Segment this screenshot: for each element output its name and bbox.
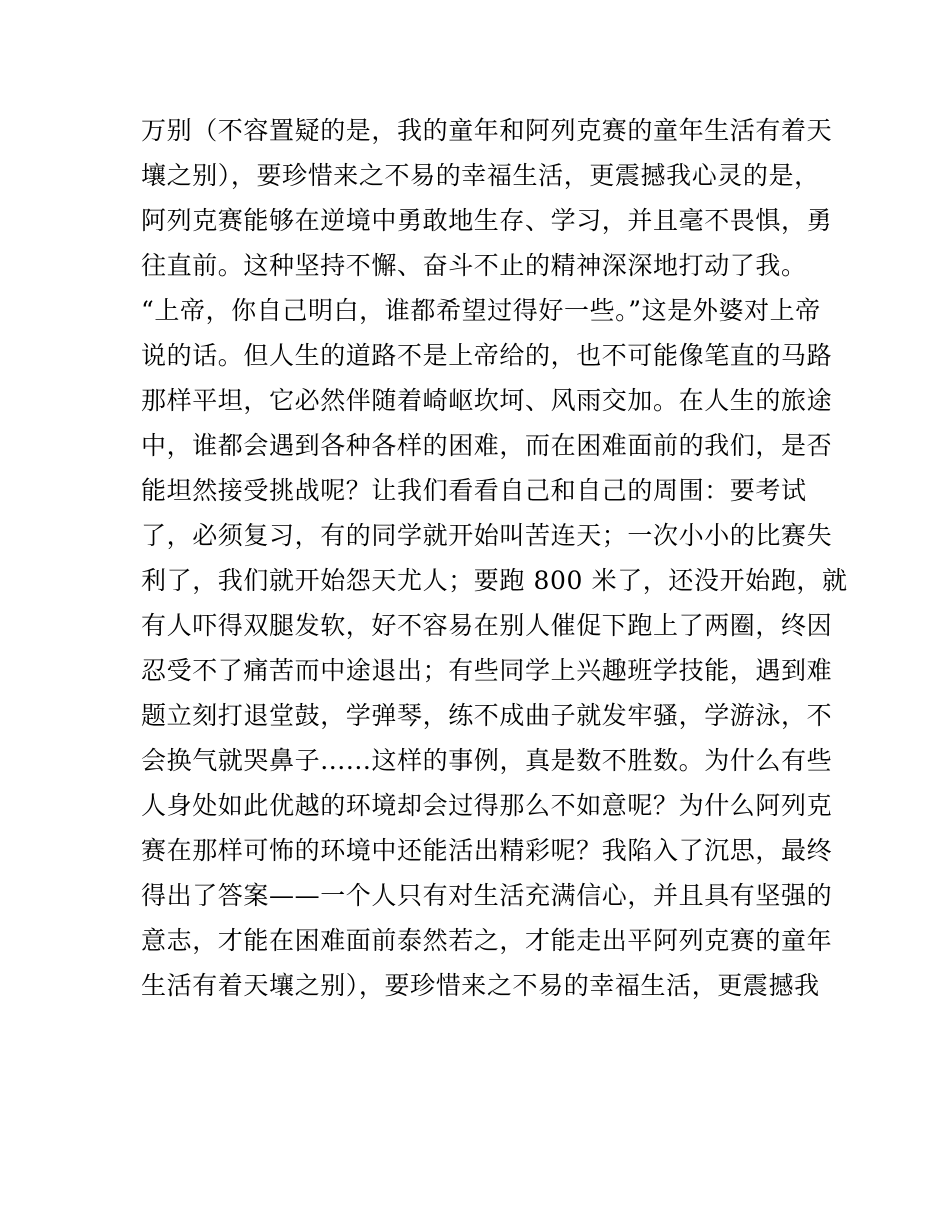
text-line: 万别（不容置疑的是，我的童年和阿列克赛的童年生活有着天 — [141, 116, 833, 145]
text-line: 生活有着天壤之别），要珍惜来之不易的幸福生活，更震撼我 — [141, 971, 820, 1000]
text-line: 利了，我们就开始怨天尤人；要跑 800 米了，还没开始跑，就 — [141, 566, 848, 595]
text-line: 会换气就哭鼻子......这样的事例，真是数不胜数。为什么有些 — [141, 746, 833, 775]
text-line: 忍受不了痛苦而中途退出；有些同学上兴趣班学技能，遇到难 — [141, 656, 833, 685]
text-line: 壤之别），要珍惜来之不易的幸福生活，更震撼我心灵的是， — [141, 161, 820, 190]
text-line: 有人吓得双腿发软，好不容易在别人催促下跑上了两圈，终因 — [141, 611, 833, 640]
text-line: 题立刻打退堂鼓，学弹琴，练不成曲子就发牢骚，学游泳，不 — [141, 701, 833, 730]
document-body-text — [141, 108, 848, 1008]
text-line: 中，谁都会遇到各种各样的困难，而在困难面前的我们，是否 — [141, 431, 833, 460]
text-line: 人身处如此优越的环境却会过得那么不如意呢？为什么阿列克 — [141, 791, 833, 820]
text-line: 了，必须复习，有的同学就开始叫苦连天；一次小小的比赛失 — [141, 521, 833, 550]
text-line: 赛在那样可怖的环境中还能活出精彩呢？我陷入了沉思，最终 — [141, 836, 833, 865]
text-line: 得出了答案——一个人只有对生活充满信心，并且具有坚强的 — [141, 881, 833, 910]
text-line: 那样平坦，它必然伴随着崎岖坎坷、风雨交加。在人生的旅途 — [141, 386, 833, 415]
text-line: 往直前。这种坚持不懈、奋斗不止的精神深深地打动了我。 — [141, 251, 807, 280]
text-line: 能坦然接受挑战呢？让我们看看自己和自己的周围：要考试 — [141, 476, 807, 505]
text-line: 意志，才能在困难面前泰然若之，才能走出平阿列克赛的童年 — [141, 926, 833, 955]
text-line: 阿列克赛能够在逆境中勇敢地生存、学习，并且毫不畏惧，勇 — [141, 206, 833, 235]
text-line: “上帝，你自己明白，谁都希望过得好一些。”这是外婆对上帝 — [141, 296, 821, 325]
text-line: 说的话。但人生的道路不是上帝给的，也不可能像笔直的马路 — [141, 341, 833, 370]
